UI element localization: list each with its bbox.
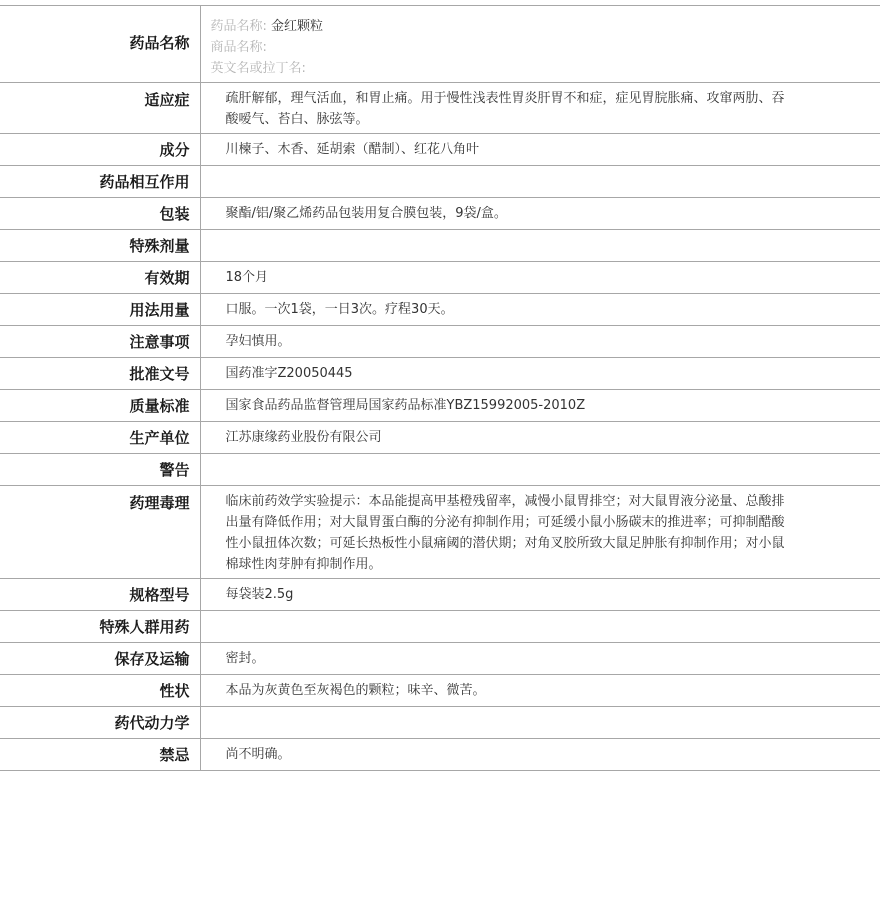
row-approval-number [0,358,880,390]
row-label: 药代动力学 [0,707,200,739]
row-value: 江苏康缘药业股份有限公司 [225,430,382,445]
row-special-dosage [0,230,880,262]
row-value: 临床前药效学实验提示：本品能提高甲基橙残留率，减慢小鼠胃排空；对大鼠胃液分泌量、总酸排出量有降低作用；对大鼠胃蛋白酶的分泌有抑制作用；可延缓小鼠小肠碳末的推进率；可抑制醋酸性小鼠扭体次数；可延长热板性小鼠痛阈的潜伏期；对角叉胶所致大鼠足肿胀有抑制作用；对小鼠棉球性肉芽肿有抑制作用。 [225,494,785,572]
row-manufacturer [0,422,880,454]
trade-name-line [211,37,880,58]
row-value: 孕妇慎用。 [225,334,291,349]
row-label: 禁忌 [0,739,200,771]
row-label: 适应症 [0,83,200,134]
row-label: 保存及运输 [0,643,200,675]
row-label: 特殊人群用药 [0,611,200,643]
row-value-cell [200,579,880,611]
row-description [0,675,880,707]
row-indications [0,83,880,134]
row-value: 口服。一次1袋，一日3次。疗程30天。 [225,302,454,317]
row-pharmacokinetics [0,707,880,739]
row-value-cell [200,422,880,454]
row-value-cell [200,358,880,390]
row-drug-name [0,6,880,83]
row-value-cell [200,230,880,262]
row-interactions [0,166,880,198]
row-value-cell [200,262,880,294]
generic-name-value: 金红颗粒 [271,19,324,34]
row-label: 药品名称 [0,6,200,83]
row-label: 成分 [0,134,200,166]
row-label: 警告 [0,454,200,486]
row-dosage [0,294,880,326]
row-value: 每袋装2.5g [225,587,294,602]
row-value: 密封。 [225,651,265,666]
trade-name-label: 商品名称: [210,40,267,55]
row-ingredients [0,134,880,166]
row-label: 包装 [0,198,200,230]
generic-name-line [211,16,880,37]
row-packaging [0,198,880,230]
row-value: 尚不明确。 [225,747,291,762]
row-value-cell [200,454,880,486]
row-specification [0,579,880,611]
row-value: 川楝子、木香、延胡索（醋制）、红花八角叶 [225,142,480,157]
row-label: 用法用量 [0,294,200,326]
row-label: 生产单位 [0,422,200,454]
row-label: 有效期 [0,262,200,294]
english-name-label: 英文名或拉丁名: [210,61,306,76]
row-value-cell [200,707,880,739]
row-label: 批准文号 [0,358,200,390]
row-label: 特殊剂量 [0,230,200,262]
row-label: 质量标准 [0,390,200,422]
row-storage [0,643,880,675]
row-value-cell [200,83,880,134]
row-value-cell [200,390,880,422]
row-precautions [0,326,880,358]
row-value-cell [200,611,880,643]
row-value-cell [200,486,880,579]
row-value-cell [200,198,880,230]
generic-name-label: 药品名称: [210,19,267,34]
row-shelf-life [0,262,880,294]
row-value-cell [200,134,880,166]
row-value: 18个月 [225,270,269,285]
row-value: 聚酯/铝/聚乙烯药品包装用复合膜包装，9袋/盒。 [225,206,507,221]
row-label: 药理毒理 [0,486,200,579]
row-quality-standard [0,390,880,422]
row-contraindications [0,739,880,771]
row-value-cell [200,166,880,198]
row-label: 规格型号 [0,579,200,611]
row-value-cell [200,675,880,707]
row-value: 疏肝解郁，理气活血，和胃止痛。用于慢性浅表性胃炎肝胃不和症，症见胃脘胀痛、攻窜两肋、吞酸嗳气、苔白、脉弦等。 [225,91,785,127]
row-warning [0,454,880,486]
drug-info-table [0,5,880,771]
row-value-cell [200,643,880,675]
row-value-cell [200,294,880,326]
row-value: 国家食品药品监督管理局国家药品标准YBZ15992005-2010Z [225,398,586,413]
row-special-populations [0,611,880,643]
row-value-cell [200,739,880,771]
row-label: 注意事项 [0,326,200,358]
row-value-cell [200,326,880,358]
name-values [200,6,880,83]
row-label: 药品相互作用 [0,166,200,198]
row-value: 国药准字Z20050445 [225,366,353,381]
row-pharmacology [0,486,880,579]
english-name-line [211,58,880,79]
row-value: 本品为灰黄色至灰褐色的颗粒；味辛、微苦。 [225,683,486,698]
row-label: 性状 [0,675,200,707]
